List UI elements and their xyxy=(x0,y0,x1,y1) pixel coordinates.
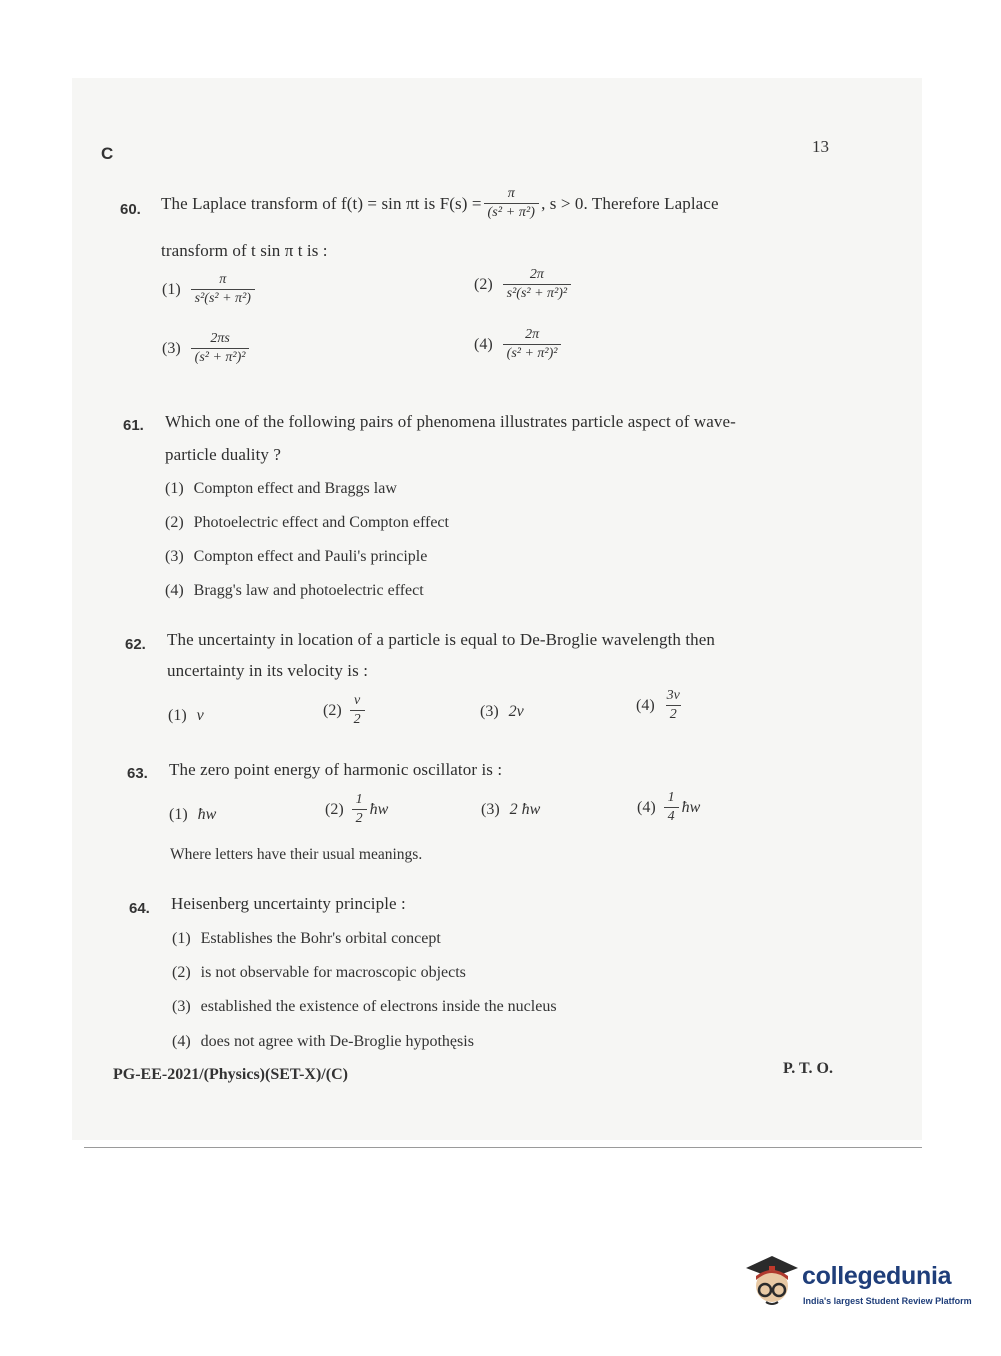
question-61-line1: Which one of the following pairs of phenomena illustrates particle aspect of wave- xyxy=(165,412,736,431)
question-64-option-4[interactable]: (4) does not agree with De-Broglie hypothęsis xyxy=(172,1033,474,1050)
question-62-line2: uncertainty in its velocity is : xyxy=(167,661,369,680)
question-63-option-3[interactable]: (3) 2 ħw xyxy=(481,801,541,818)
question-number-60: 60. xyxy=(120,201,141,218)
set-letter: C xyxy=(101,144,114,163)
bottom-rule xyxy=(84,1147,922,1148)
question-62-line1: The uncertainty in location of a particle is equal to De-Broglie wavelength then xyxy=(167,630,716,649)
question-63-line1: The zero point energy of harmonic oscillator is : xyxy=(169,760,503,779)
question-61-option-3[interactable]: (3) Compton effect and Pauli's principle xyxy=(165,548,428,565)
question-60-option-4[interactable]: (4) $\frac{2\pi}{\text{(s² + π²)²}}$ xyxy=(474,327,561,362)
question-61-line2: particle duality ? xyxy=(165,445,282,464)
question-60-F-fraction: $\frac{\pi}{\text{(s² + π²)}}$ xyxy=(484,186,540,221)
question-number-64: 64. xyxy=(129,900,150,917)
question-60-option-2[interactable]: (2) $\frac{2\pi}{\text{s²(s² + π²)²}}$ xyxy=(474,267,571,302)
question-64-option-2[interactable]: (2) is not observable for macroscopic objects xyxy=(172,964,466,981)
question-62-option-1[interactable]: (1) v xyxy=(168,707,204,724)
question-64-line1: Heisenberg uncertainty principle : xyxy=(171,894,406,913)
question-62-option-3[interactable]: (3) 2v xyxy=(480,703,524,720)
question-60-line2: transform of t sin π t is : xyxy=(161,241,328,260)
question-60-text: The Laplace transform of f(t) = sin πt is F(s) = xyxy=(161,193,482,213)
question-number-62: 62. xyxy=(125,636,146,653)
question-61-option-4[interactable]: (4) Bragg's law and photoelectric effect xyxy=(165,582,424,599)
page-number: 13 xyxy=(812,137,829,156)
brand-name: collegedunia xyxy=(802,1262,952,1290)
question-61-option-1[interactable]: (1) Compton effect and Braggs law xyxy=(165,480,397,497)
question-number-63: 63. xyxy=(127,765,148,782)
question-63-option-2[interactable]: (2) $\frac{1}{2}$ ħw xyxy=(325,792,389,826)
question-64-option-1[interactable]: (1) Establishes the Bohr's orbital concept xyxy=(172,930,441,947)
graduate-mascot-icon xyxy=(742,1250,802,1312)
question-61-option-2[interactable]: (2) Photoelectric effect and Compton effect xyxy=(165,514,449,531)
question-60-line1 xyxy=(161,186,719,221)
question-63-option-1[interactable]: (1) ħw xyxy=(169,806,217,823)
question-60-text-tail: , s > 0. Therefore Laplace xyxy=(541,193,719,213)
question-64-option-3[interactable]: (3) established the existence of electrons inside the nucleus xyxy=(172,998,557,1015)
paper-code: PG-EE-2021/(Physics)(SET-X)/(C) xyxy=(113,1066,348,1083)
question-63-option-4[interactable]: (4) $\frac{1}{4}$ ħw xyxy=(637,790,701,824)
pto-label: P. T. O. xyxy=(783,1060,833,1077)
question-60-option-3[interactable]: (3) $\frac{2\pi s}{\text{(s² + π²)²}}$ xyxy=(162,331,249,366)
question-62-option-2[interactable]: (2) $\frac{v}{2}$ xyxy=(323,693,365,728)
question-63-note: Where letters have their usual meanings. xyxy=(170,846,423,863)
question-62-option-4[interactable]: (4) $\frac{3v}{2}$ xyxy=(636,688,680,722)
brand-tagline: India's largest Student Review Platform xyxy=(803,1296,972,1306)
question-60-option-1[interactable]: (1) $\frac{\pi}{\text{s²(s² + π²)}}$ xyxy=(162,272,255,307)
question-number-61: 61. xyxy=(123,417,144,434)
